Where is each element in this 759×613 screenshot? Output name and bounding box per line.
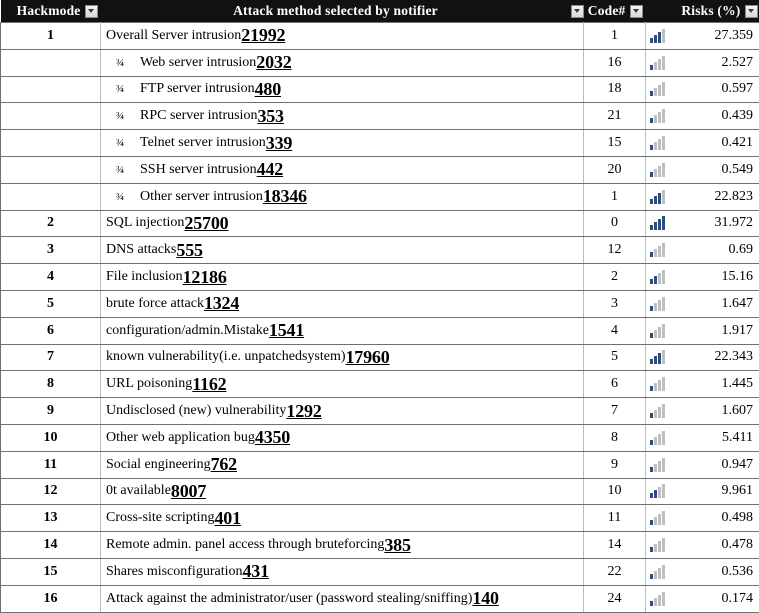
cell-risks[interactable]	[646, 478, 759, 505]
sub-item-bullet: ¾	[106, 164, 140, 176]
cell-attack-method[interactable]	[101, 103, 584, 130]
cell-risks[interactable]	[646, 585, 759, 612]
rating-bars-icon	[650, 324, 666, 338]
attack-method-count: 17960	[346, 347, 390, 368]
cell-code[interactable]: 21	[584, 103, 646, 130]
cell-code[interactable]: 0	[584, 210, 646, 237]
cell-hackmode[interactable]: 12	[1, 478, 101, 505]
cell-code[interactable]: 14	[584, 532, 646, 559]
cell-code[interactable]: 8	[584, 424, 646, 451]
cell-risks[interactable]	[646, 23, 759, 50]
risk-value: 0.498	[672, 510, 753, 526]
cell-hackmode[interactable]: 4	[1, 264, 101, 291]
cell-hackmode[interactable]: 3	[1, 237, 101, 264]
table-row[interactable]	[1, 532, 759, 559]
cell-attack-method[interactable]	[101, 532, 584, 559]
sub-item-bullet: ¾	[106, 191, 140, 203]
rating-bars-icon	[650, 458, 666, 472]
cell-code[interactable]: 6	[584, 371, 646, 398]
cell-hackmode[interactable]: 8	[1, 371, 101, 398]
table-header	[1, 0, 759, 23]
attack-method-count: 1541	[269, 320, 304, 341]
cell-attack-method[interactable]	[101, 317, 584, 344]
cell-code[interactable]: 10	[584, 478, 646, 505]
rating-bars-icon	[650, 243, 666, 257]
cell-risks[interactable]	[646, 398, 759, 425]
cell-code[interactable]: 1	[584, 23, 646, 50]
risk-value: 31.972	[672, 215, 753, 231]
cell-attack-method[interactable]	[101, 264, 584, 291]
attack-method-label: 0t available	[106, 483, 171, 499]
column-header-code-label: Code#	[588, 3, 626, 19]
attack-method-count: 385	[384, 535, 410, 556]
cell-hackmode[interactable]: 16	[1, 585, 101, 612]
cell-risks[interactable]	[646, 156, 759, 183]
attack-method-count: 25700	[184, 213, 228, 234]
attack-method-label: brute force attack	[106, 296, 204, 312]
cell-risks[interactable]	[646, 505, 759, 532]
cell-risks[interactable]	[646, 237, 759, 264]
filter-dropdown-icon-risks[interactable]	[745, 5, 758, 18]
cell-code[interactable]: 2	[584, 264, 646, 291]
table-row[interactable]	[1, 505, 759, 532]
risk-value: 1.607	[672, 403, 753, 419]
cell-attack-method[interactable]	[101, 156, 584, 183]
rating-bars-icon	[650, 216, 666, 230]
rating-bars-icon	[650, 431, 666, 445]
column-header-hackmode	[1, 0, 101, 23]
rating-bars-icon	[650, 511, 666, 525]
cell-risks[interactable]	[646, 290, 759, 317]
attack-method-count: 762	[211, 454, 237, 475]
cell-risks[interactable]	[646, 344, 759, 371]
cell-risks[interactable]	[646, 49, 759, 76]
cell-code[interactable]: 24	[584, 585, 646, 612]
cell-hackmode[interactable]: 10	[1, 424, 101, 451]
attack-method-count: 555	[176, 240, 202, 261]
cell-hackmode[interactable]: 5	[1, 290, 101, 317]
cell-hackmode[interactable]: 15	[1, 558, 101, 585]
cell-code[interactable]: 16	[584, 49, 646, 76]
filter-dropdown-icon-code[interactable]	[630, 5, 643, 18]
cell-attack-method[interactable]	[101, 49, 584, 76]
cell-code[interactable]: 12	[584, 237, 646, 264]
risk-value: 0.597	[672, 81, 753, 97]
risk-value: 0.69	[672, 242, 753, 258]
filter-dropdown-icon-hackmode[interactable]	[85, 5, 98, 18]
cell-hackmode[interactable]: 13	[1, 505, 101, 532]
attack-method-count: 18346	[263, 186, 307, 207]
attack-method-label: Other server intrusion	[140, 189, 263, 205]
table-row[interactable]	[1, 317, 759, 344]
cell-attack-method[interactable]	[101, 558, 584, 585]
rating-bars-icon	[650, 29, 666, 43]
rating-bars-icon	[650, 350, 666, 364]
cell-code[interactable]: 9	[584, 451, 646, 478]
column-header-code	[584, 0, 646, 23]
cell-risks[interactable]	[646, 103, 759, 130]
cell-hackmode[interactable]: 2	[1, 210, 101, 237]
attack-method-label: Shares misconfiguration	[106, 564, 242, 580]
attack-method-label: File inclusion	[106, 269, 183, 285]
cell-attack-method[interactable]	[101, 210, 584, 237]
risk-value: 0.478	[672, 537, 753, 553]
rating-bars-icon	[650, 270, 666, 284]
risk-value: 22.823	[672, 189, 753, 205]
attack-method-count: 339	[266, 133, 292, 154]
cell-code[interactable]: 18	[584, 76, 646, 103]
attack-method-label: known vulnerability(i.e. unpatchedsystem)	[106, 349, 346, 365]
table-row[interactable]	[1, 237, 759, 264]
cell-hackmode[interactable]	[1, 49, 101, 76]
cell-code[interactable]: 3	[584, 290, 646, 317]
table-row[interactable]	[1, 558, 759, 585]
cell-code[interactable]: 1	[584, 183, 646, 210]
cell-risks[interactable]	[646, 210, 759, 237]
table-row[interactable]	[1, 290, 759, 317]
cell-hackmode[interactable]: 6	[1, 317, 101, 344]
risk-value: 0.174	[672, 591, 753, 607]
cell-risks[interactable]	[646, 451, 759, 478]
attack-method-label: RPC server intrusion	[140, 108, 257, 124]
column-header-attack-method-label: Attack method selected by notifier	[105, 3, 567, 19]
rating-bars-icon	[650, 565, 666, 579]
cell-code[interactable]: 20	[584, 156, 646, 183]
cell-risks[interactable]	[646, 371, 759, 398]
risk-value: 15.16	[672, 269, 753, 285]
attack-method-label: Web server intrusion	[140, 55, 256, 71]
cell-code[interactable]: 15	[584, 130, 646, 157]
sub-item-bullet: ¾	[106, 137, 140, 149]
cell-hackmode[interactable]: 7	[1, 344, 101, 371]
cell-code[interactable]: 5	[584, 344, 646, 371]
risk-value: 22.343	[672, 349, 753, 365]
rating-bars-icon	[650, 592, 666, 606]
attack-method-count: 8007	[171, 481, 206, 502]
cell-attack-method[interactable]	[101, 424, 584, 451]
table-body	[1, 23, 759, 613]
cell-attack-method[interactable]	[101, 130, 584, 157]
table-row[interactable]	[1, 398, 759, 425]
rating-bars-icon	[650, 56, 666, 70]
cell-attack-method[interactable]	[101, 23, 584, 50]
attack-method-count: 1324	[204, 293, 239, 314]
attack-method-label: Other web application bug	[106, 430, 255, 446]
cell-hackmode[interactable]	[1, 183, 101, 210]
column-header-risks	[646, 0, 759, 23]
attack-method-label: DNS attacks	[106, 242, 176, 258]
rating-bars-icon	[650, 82, 666, 96]
risk-value: 9.961	[672, 483, 753, 499]
attack-method-count: 401	[215, 508, 241, 529]
attack-method-label: Overall Server intrusion	[106, 28, 241, 44]
table-row[interactable]	[1, 156, 759, 183]
table-row[interactable]	[1, 264, 759, 291]
risk-value: 0.439	[672, 108, 753, 124]
risk-value: 0.549	[672, 162, 753, 178]
cell-risks[interactable]	[646, 558, 759, 585]
risk-value: 0.536	[672, 564, 753, 580]
cell-risks[interactable]	[646, 130, 759, 157]
table-row[interactable]	[1, 183, 759, 210]
rating-bars-icon	[650, 297, 666, 311]
sub-item-bullet: ¾	[106, 83, 140, 95]
attack-method-label: Undisclosed (new) vulnerability	[106, 403, 286, 419]
risk-value: 1.445	[672, 376, 753, 392]
cell-hackmode[interactable]: 11	[1, 451, 101, 478]
cell-risks[interactable]	[646, 264, 759, 291]
table-row[interactable]	[1, 76, 759, 103]
attack-method-label: Social engineering	[106, 457, 211, 473]
attack-method-count: 4350	[255, 427, 290, 448]
cell-risks[interactable]	[646, 532, 759, 559]
risk-value: 2.527	[672, 55, 753, 71]
column-header-risks-label: Risks (%)	[681, 3, 740, 19]
cell-attack-method[interactable]	[101, 290, 584, 317]
cell-attack-method[interactable]	[101, 451, 584, 478]
risk-value: 27.359	[672, 28, 753, 44]
cell-hackmode[interactable]: 1	[1, 23, 101, 50]
attack-method-label: Telnet server intrusion	[140, 135, 266, 151]
attack-method-count: 2032	[256, 52, 291, 73]
table-row[interactable]	[1, 23, 759, 50]
cell-attack-method[interactable]	[101, 478, 584, 505]
attack-method-label: configuration/admin.Mistake	[106, 323, 269, 339]
column-header-hackmode-label: Hackmode	[17, 3, 81, 19]
cell-attack-method[interactable]	[101, 76, 584, 103]
rating-bars-icon	[650, 136, 666, 150]
cell-hackmode[interactable]: 9	[1, 398, 101, 425]
cell-code[interactable]: 7	[584, 398, 646, 425]
attack-method-count: 12186	[183, 267, 227, 288]
cell-risks[interactable]	[646, 76, 759, 103]
cell-attack-method[interactable]	[101, 183, 584, 210]
attack-method-count: 431	[242, 561, 268, 582]
cell-risks[interactable]	[646, 317, 759, 344]
attack-method-label: SQL injection	[106, 215, 184, 231]
attack-method-label: FTP server intrusion	[140, 81, 255, 97]
rating-bars-icon	[650, 163, 666, 177]
rating-bars-icon	[650, 404, 666, 418]
cell-code[interactable]: 4	[584, 317, 646, 344]
cell-attack-method[interactable]	[101, 505, 584, 532]
column-header-attack-method	[101, 0, 584, 23]
cell-attack-method[interactable]	[101, 344, 584, 371]
attack-method-count: 140	[472, 588, 498, 609]
cell-attack-method[interactable]	[101, 237, 584, 264]
table-row[interactable]	[1, 451, 759, 478]
sub-item-bullet: ¾	[106, 57, 140, 69]
rating-bars-icon	[650, 377, 666, 391]
cell-hackmode[interactable]: 14	[1, 532, 101, 559]
filter-dropdown-icon-attack-method[interactable]	[571, 5, 584, 18]
cell-code[interactable]: 22	[584, 558, 646, 585]
attack-method-label: Attack against the administrator/user (password stealing/sniffing)	[106, 591, 472, 607]
cell-hackmode[interactable]	[1, 103, 101, 130]
table-row[interactable]	[1, 210, 759, 237]
table-row[interactable]	[1, 344, 759, 371]
risk-value: 1.917	[672, 323, 753, 339]
attack-method-label: SSH server intrusion	[140, 162, 257, 178]
table-row[interactable]	[1, 103, 759, 130]
risk-value: 0.947	[672, 457, 753, 473]
cell-hackmode[interactable]	[1, 76, 101, 103]
attack-method-count: 1292	[286, 401, 321, 422]
table-row[interactable]	[1, 478, 759, 505]
table-row[interactable]	[1, 371, 759, 398]
attack-method-label: URL poisoning	[106, 376, 192, 392]
header-row	[1, 0, 759, 23]
table-row[interactable]	[1, 424, 759, 451]
rating-bars-icon	[650, 190, 666, 204]
risk-value: 1.647	[672, 296, 753, 312]
attack-method-count: 21992	[241, 25, 285, 46]
rating-bars-icon	[650, 109, 666, 123]
cell-risks[interactable]	[646, 183, 759, 210]
attack-method-label: Remote admin. panel access through bruteforcing	[106, 537, 384, 553]
risk-value: 5.411	[672, 430, 753, 446]
attack-method-count: 442	[257, 159, 283, 180]
table-row[interactable]	[1, 49, 759, 76]
table-row[interactable]	[1, 585, 759, 612]
cell-attack-method[interactable]	[101, 398, 584, 425]
cell-hackmode[interactable]	[1, 156, 101, 183]
cell-hackmode[interactable]	[1, 130, 101, 157]
risk-value: 0.421	[672, 135, 753, 151]
attack-method-count: 480	[255, 79, 281, 100]
cell-code[interactable]: 11	[584, 505, 646, 532]
attack-method-label: Cross-site scripting	[106, 510, 215, 526]
cell-risks[interactable]	[646, 424, 759, 451]
rating-bars-icon	[650, 484, 666, 498]
sub-item-bullet: ¾	[106, 110, 140, 122]
table-row[interactable]	[1, 130, 759, 157]
attack-method-count: 1162	[192, 374, 226, 395]
attack-method-count: 353	[257, 106, 283, 127]
cell-attack-method[interactable]	[101, 585, 584, 612]
rating-bars-icon	[650, 538, 666, 552]
cell-attack-method[interactable]	[101, 371, 584, 398]
